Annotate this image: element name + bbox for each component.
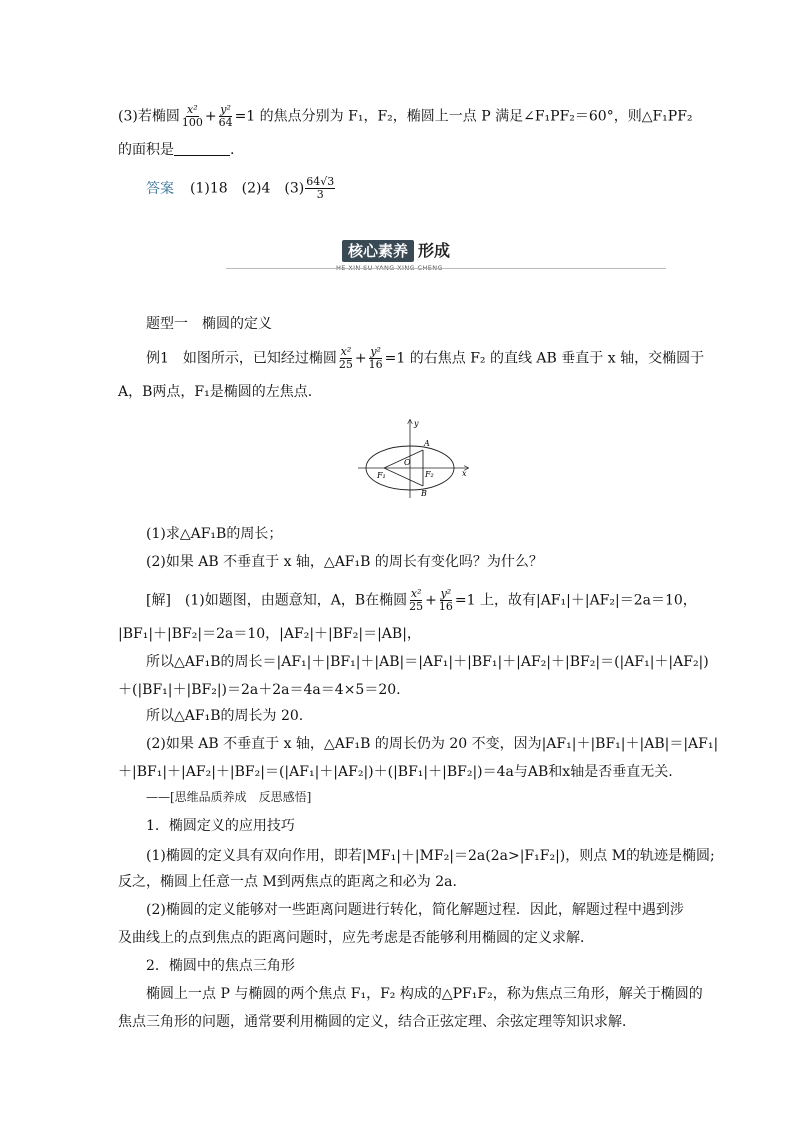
label-a: A [424,439,430,448]
segment-bf1 [384,468,423,486]
reflection-title: ——[思维品质养成 反思感悟] [146,790,312,804]
reflection-para1-line1: (1)椭圆的定义具有双向作用，即若|MF₁|＋|MF₂|＝2a(2a>|F₁F₂|)，则点 M的轨迹是椭圆; [146,848,715,864]
question-2: (2)如果 AB 不垂直于 x 轴，△AF₁B 的周长有变化吗？为什么？ [146,554,543,570]
label-o: O [404,458,411,467]
fraction-x2-25: $\frac{\text{x²}}{25}$ [338,345,353,371]
answer-blank [174,141,230,156]
solution-line5: 所以△AF₁B的周长为 20. [146,708,304,724]
label-b: B [421,489,427,498]
label-x: x [462,469,467,478]
problem3-line1: (3)若椭圆 $\frac{\text{x²}}{100}$ + $\frac{\text{y²}}{64}$ =1 的焦点分别为 F₁，F₂，椭圆上一点 P 满足∠F₁PF₂＝60°，则△F₁PF₂ [118,103,693,129]
reflection-para1-line2: 反之，椭圆上任意一点 M到两焦点的距离之和必为 2a. [118,874,457,890]
type-title: 题型一 椭圆的定义 [146,316,272,332]
section-header [336,240,486,276]
fraction-y2-16-sol: $\frac{\text{y²}}{16}$ [438,587,453,613]
fraction-64sqrt3-3: $\frac{64√3}{3}$ [306,175,335,201]
section-divider [226,268,666,269]
reflection-para2-line2: 及曲线上的点到焦点的距离问题时，应先考虑是否能够利用椭圆的定义求解． [118,930,594,946]
section-header-pinyin: HE XIN SU YANG XING CHENG [336,264,443,272]
solution-line7: ＋|BF₁|＋|AF₂|＋|BF₂|＝(|AF₁|＋|AF₂|)＋(|BF₁|＋|BF₂|)＝4a与AB和x轴是否垂直无关. [118,764,673,780]
example-line2: A，B两点，F₁是椭圆的左焦点. [118,384,313,400]
problem3-line2: 的面积是 . [118,142,235,158]
answer-line: 答案 (1)18 (2)4 (3) $\frac{64√3}{3}$ [146,175,335,201]
solution-line3: 所以△AF₁B的周长＝|AF₁|＋|BF₁|＋|AB|＝|AF₁|＋|BF₁|＋|AF₂|＋|BF₂|＝(|AF₁|＋|AF₂|) [146,654,709,670]
reflection-para2-line1: (2)椭圆的定义能够对一些距离问题进行转化，简化解题过程．因此，解题过程中遇到涉 [146,902,684,918]
label-f2: F₂ [425,470,434,479]
answer-label: 答案 [146,180,174,197]
fraction-x2-100: $\frac{\text{x²}}{100}$ [181,103,203,129]
fraction-y2-16: $\frac{\text{y²}}{16}$ [368,345,383,371]
solution-line4: ＋(|BF₁|＋|BF₂|)＝2a＋2a＝4a＝4×5＝20. [118,682,401,698]
reflection-para3-line2: 焦点三角形的问题，通常要利用椭圆的定义，结合正弦定理、余弦定理等知识求解． [118,1014,636,1030]
example-line1: 例1 如图所示，已知经过椭圆 $\frac{\text{x²}}{25}$ + $\frac{\text{y²}}{16}$ =1 的右焦点 F₂ 的直线 AB 垂直于 x 轴，交椭圆于 [146,345,705,371]
reflection-heading-2: 2．椭圆中的焦点三角形 [146,958,295,974]
fraction-x2-25-sol: $\frac{\text{x²}}{25}$ [409,587,424,613]
section-header-box: 核心素养 [342,240,414,262]
section-header-title: 形成 [418,241,451,260]
reflection-heading-1: 1．椭圆定义的应用技巧 [146,818,295,834]
solution-line2: |BF₁|＋|BF₂|＝2a＝10，|AF₂|＋|BF₂|＝|AB|， [118,626,421,642]
solution-line6: (2)如果 AB 不垂直于 x 轴，△AF₁B 的周长仍为 20 不变，因为|AF₁|＋|BF₁|＋|AB|＝|AF₁| [146,736,719,752]
question-1: (1)求△AF₁B的周长； [146,526,283,542]
reflection-para3-line1: 椭圆上一点 P 与椭圆的两个焦点 F₁，F₂ 构成的△PF₁F₂，称为焦点三角形，解关于椭圆的 [146,986,703,1002]
label-f1: F₁ [377,471,386,480]
label-y: y [414,419,419,428]
solution-line1: [解] (1)如题图，由题意知，A，B在椭圆 $\frac{\text{x²}}{25}$ + $\frac{\text{y²}}{16}$ =1 上，故有|AF₁|＋|AF₂|＝2a＝10， [146,587,697,613]
fraction-y2-64: $\frac{\text{y²}}{64}$ [218,103,233,129]
ellipse-diagram [358,416,478,500]
